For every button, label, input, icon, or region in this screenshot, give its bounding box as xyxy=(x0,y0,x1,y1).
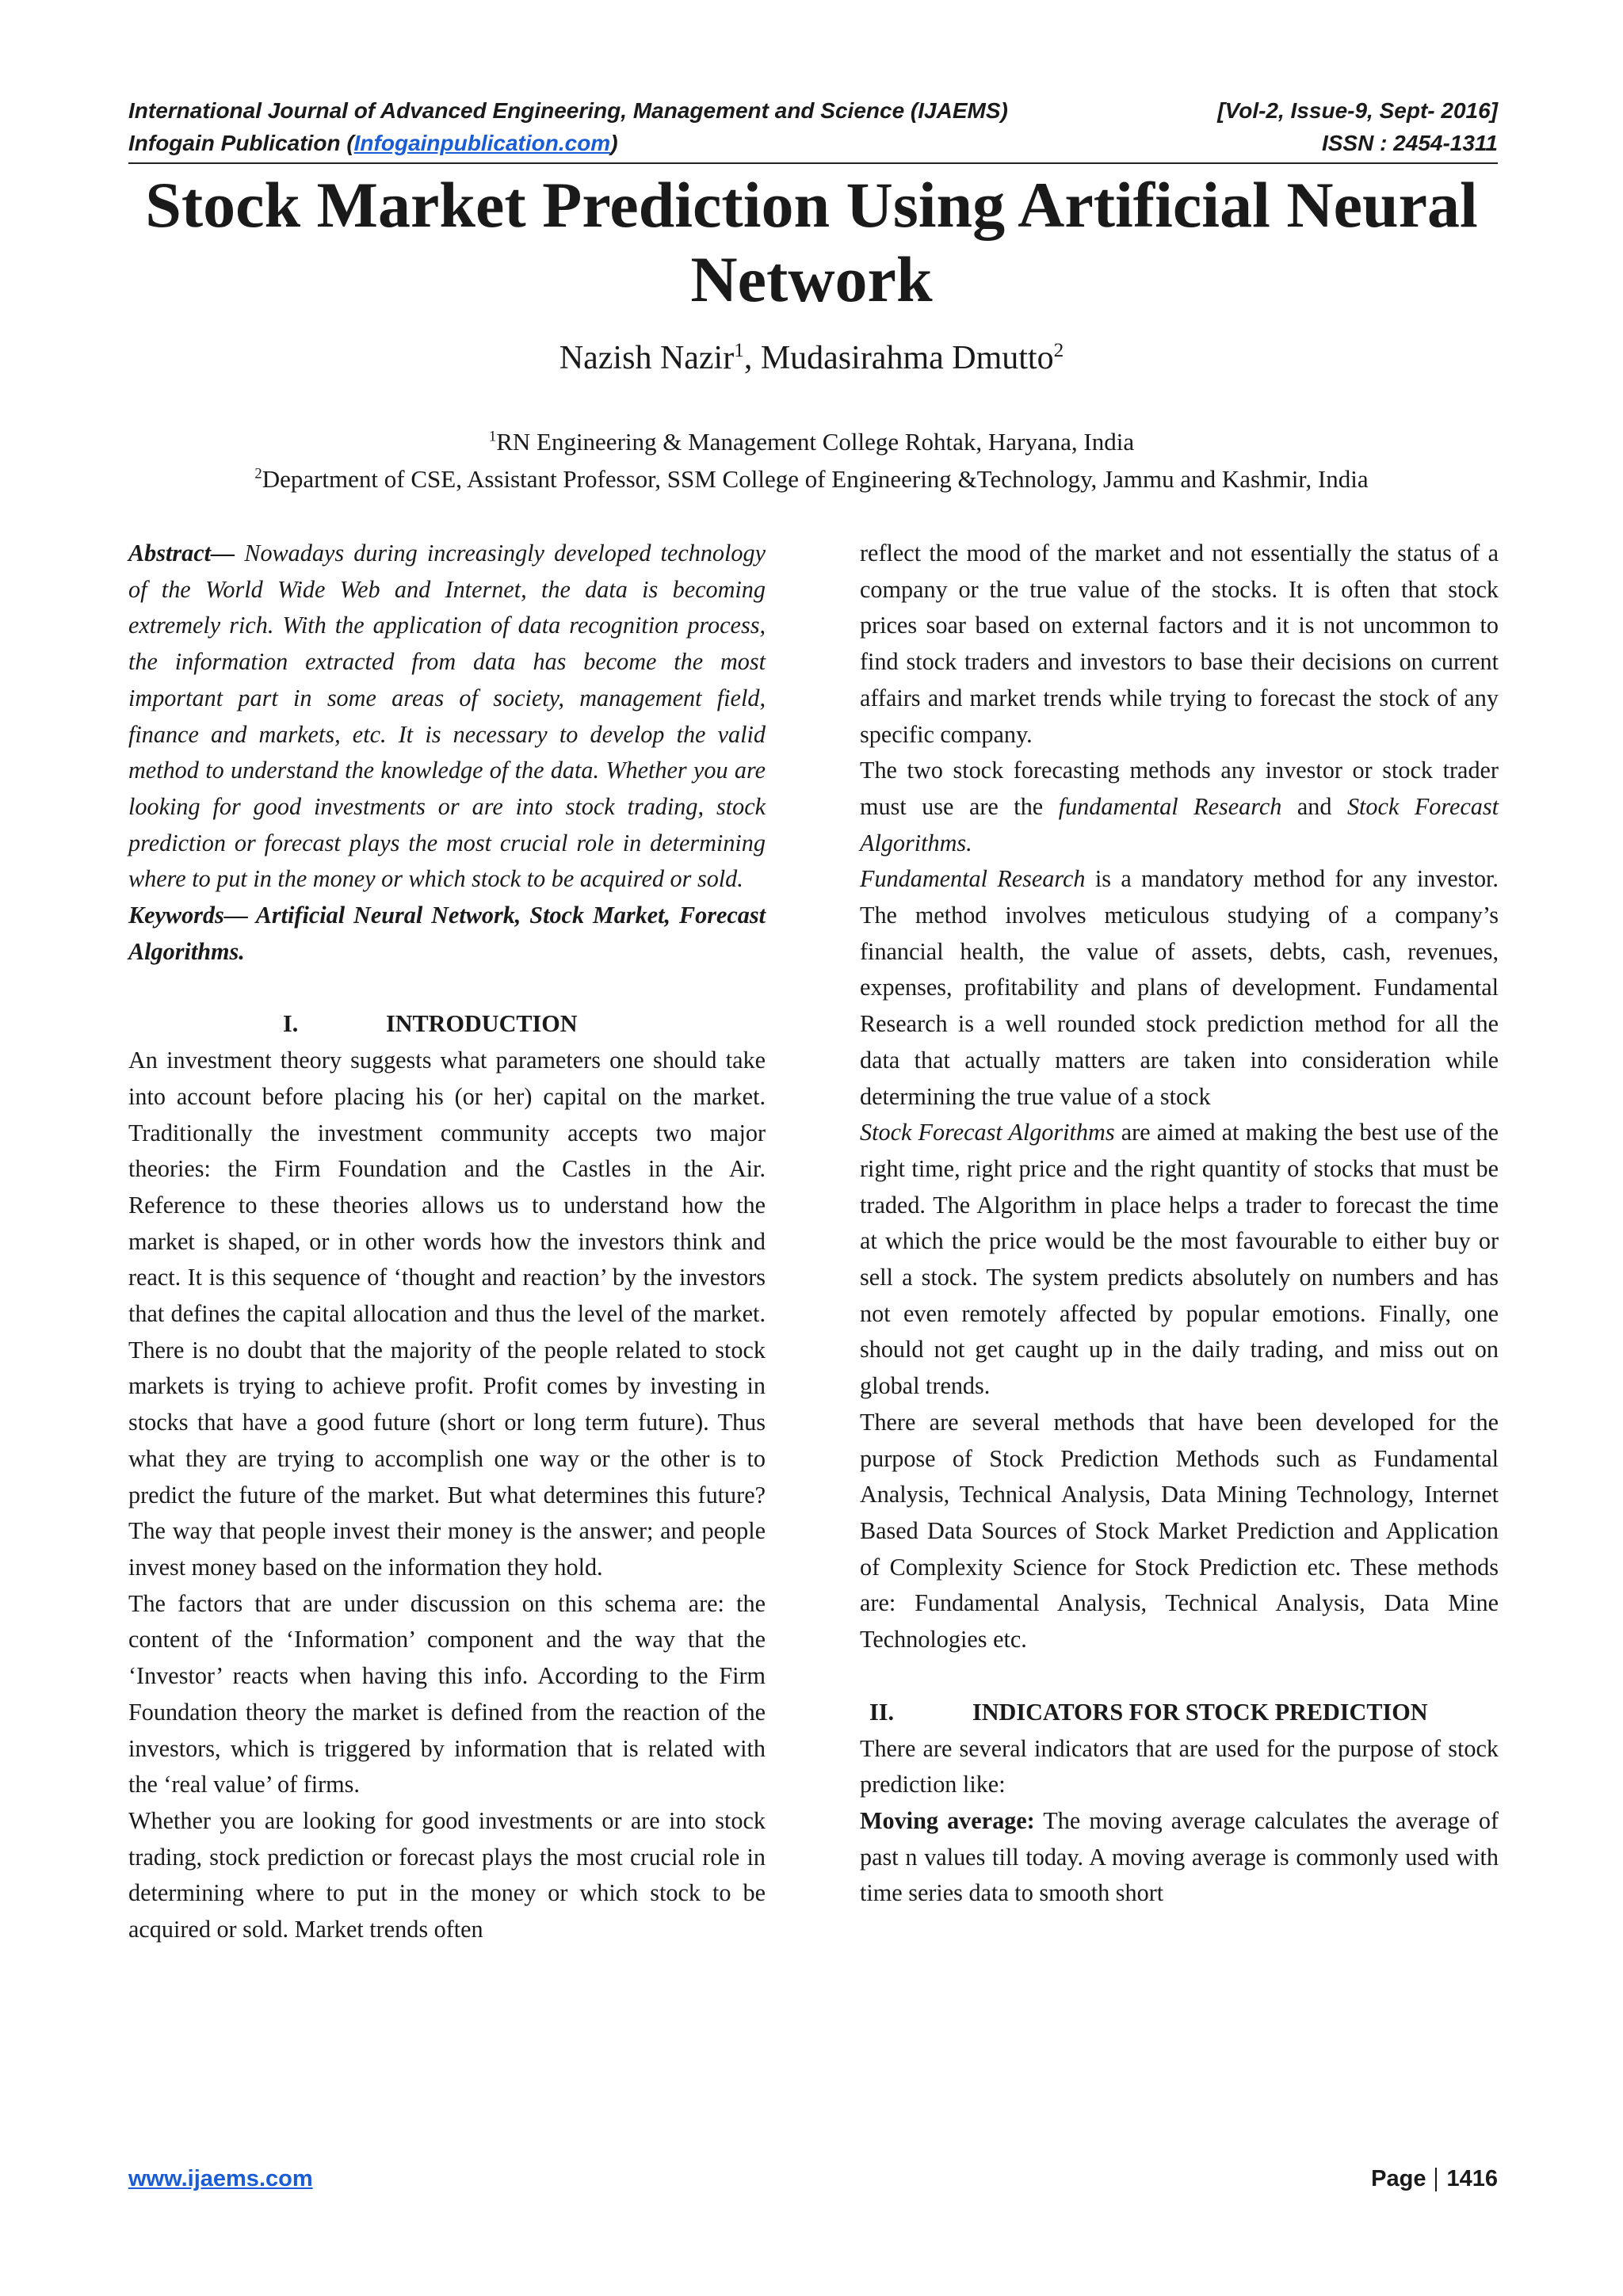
para-6-a: Fundamental Research xyxy=(860,865,1086,893)
section-2-para-2 xyxy=(860,1803,1499,1912)
affiliation-2-sup: 2 xyxy=(254,465,262,482)
para-6-b: is a mandatory method for any investor. The method involves meticulous studying of a company’s financial health, the value of assets, debts, cash, revenues, expenses, profitability and plans of development. Fundamental Research is a well rounded stock prediction method for all the data that actually matters are taken into consideration while determining the true value of a stock xyxy=(860,865,1499,1110)
right-column xyxy=(860,536,1499,1912)
author-1: Nazish Nazir xyxy=(559,340,735,376)
para-7-a: Stock Forecast Algorithms xyxy=(860,1119,1115,1146)
section-1-num: I. xyxy=(283,1010,299,1038)
spacer xyxy=(860,1658,1499,1695)
para-5-c: and xyxy=(1281,792,1347,820)
section-1-title: INTRODUCTION xyxy=(386,1010,578,1038)
page-number xyxy=(1371,2166,1498,2192)
author-2-sup: 2 xyxy=(1053,340,1064,361)
page-label: Page xyxy=(1371,2166,1426,2191)
spacer xyxy=(128,970,766,1006)
para-5-a: The two stock forecasting methods any investor or stock trader must use are the xyxy=(860,757,1499,820)
volume-info: [Vol-2, Issue-9, Sept- 2016] xyxy=(1217,98,1498,123)
moving-average-label: Moving average: xyxy=(860,1806,1035,1834)
abstract-label: Abstract— xyxy=(128,540,235,566)
para-5-b: fundamental Research xyxy=(1058,792,1282,820)
footer-url[interactable]: www.ijaems.com xyxy=(128,2166,313,2191)
issn: ISSN : 2454-1311 xyxy=(1321,131,1498,155)
running-header-publisher xyxy=(128,131,1498,156)
para-5-d: Stock Forecast Algorithms. xyxy=(860,792,1499,856)
affiliation-1 xyxy=(79,428,1544,456)
publisher-prefix: Infogain Publication ( xyxy=(128,131,354,155)
section-1-para-6 xyxy=(860,861,1499,1115)
section-1-para-3: Whether you are looking for good investments or are into stock trading, stock prediction or forecast plays the most crucial role in determining where to put in the money or which stock to be acquired or sold. Market trends often xyxy=(128,1806,766,1943)
page-divider xyxy=(1435,2168,1437,2191)
publisher-link[interactable]: Infogainpublication.com xyxy=(353,131,611,155)
section-1-para-4: reflect the mood of the market and not essentially the status of a company or the true value of the stocks. It is often that stock prices soar based on external factors and it is not uncommon to find stock traders and investors to base their decisions on current affairs and market trends while trying to forecast the stock of any specific company. xyxy=(860,540,1499,748)
left-column xyxy=(128,536,766,1948)
author-1-sup: 1 xyxy=(734,340,744,361)
section-1-para-7 xyxy=(860,1115,1499,1405)
affiliation-2 xyxy=(79,465,1544,494)
authors xyxy=(79,339,1544,377)
keywords: Keywords— Artificial Neural Network, Stock Market, Forecast Algorithms. xyxy=(128,902,766,965)
running-header-journal xyxy=(128,98,1498,124)
page-num: 1416 xyxy=(1446,2166,1498,2191)
section-2-heading xyxy=(860,1695,1499,1731)
moving-average-text: The moving average calculates the average of past n values till today. A moving average is commonly used with time series data to smooth short xyxy=(860,1806,1499,1907)
section-1-para-1: An investment theory suggests what parameters one should take into account before placing his (or her) capital on the market. Traditionally the investment community accepts two major theories: the Firm Foundation and the Castles in the Air. Reference to these theories allows us to understand how the market is shaped, or in other words how the investors think and react. It is this sequence of ‘thought and reaction’ by the investors that defines the capital allocation and thus the level of the market. There is no doubt that the majority of the people related to stock markets is trying to achieve profit. Profit comes by investing in stocks that have a good future (short or long term future). Thus what they are trying to accomplish one way or the other is to predict the future of the market. But what determines this future? The way that people invest their money is the answer; and people invest money based on the information they hold. xyxy=(128,1047,766,1581)
section-2-num: II. xyxy=(869,1698,895,1726)
paper-title: Stock Market Prediction Using Artificial Neural Network xyxy=(145,169,1478,315)
section-2-para-1: There are several indicators that are used for the purpose of stock prediction like: xyxy=(860,1734,1499,1798)
section-2-title: INDICATORS FOR STOCK PREDICTION xyxy=(972,1698,1428,1726)
header-rule xyxy=(128,162,1498,164)
abstract-text: Nowadays during increasingly developed technology of the World Wide Web and Internet, the data is becoming extremely rich. With the application of data recognition process, the information extracted from data has become the most important part in some areas of society, management field, finance and markets, etc. It is necessary to develop the valid method to understand the knowledge of the data. Whether you are looking for good investments or are into stock trading, stock prediction or forecast plays the most crucial role in determining where to put in the money or which stock to be acquired or sold. xyxy=(128,540,766,893)
page-footer xyxy=(128,2166,1498,2192)
affiliation-2-text: Department of CSE, Assistant Professor, SSM College of Engineering &Technology, Jammu and Kashmir, India xyxy=(262,465,1369,493)
section-1-para-5 xyxy=(860,753,1499,861)
journal-name: International Journal of Advanced Engineering, Management and Science (IJAEMS) xyxy=(128,98,1008,123)
publisher-suffix: ) xyxy=(610,131,618,155)
affiliation-1-text: RN Engineering & Management College Rohtak, Haryana, India xyxy=(496,428,1135,456)
section-1-para-2: The factors that are under discussion on this schema are: the content of the ‘Information’ component and the way that the ‘Investor’ reacts when having this info. According to the Firm Foundation theory the market is defined from the reaction of the investors, which is triggered by information that is related with the ‘real value’ of firms. xyxy=(128,1589,766,1798)
para-7-b: are aimed at making the best use of the right time, right price and the right quantity of stocks that must be traded. The Algorithm in place helps a trader to forecast the time at which the price would be the most favourable to either buy or sell a stock. The system predicts absolutely on numbers and has not even remotely affected by popular emotions. Finally, one should not get caught up in the daily trading, and miss out on global trends. xyxy=(860,1119,1499,1400)
section-1-heading xyxy=(128,1006,766,1043)
affiliation-1-sup: 1 xyxy=(488,428,497,445)
abstract xyxy=(128,536,766,898)
section-1-para-8: There are several methods that have been developed for the purpose of Stock Prediction Methods such as Fundamental Analysis, Technical Analysis, Data Mining Technology, Internet Based Data Sources of Stock Market Prediction and Application of Complexity Science for Stock Prediction etc. These methods are: Fundamental Analysis, Technical Analysis, Data Mine Technologies etc. xyxy=(860,1408,1499,1653)
author-2: , Mudasirahma Dmutto xyxy=(743,340,1054,376)
